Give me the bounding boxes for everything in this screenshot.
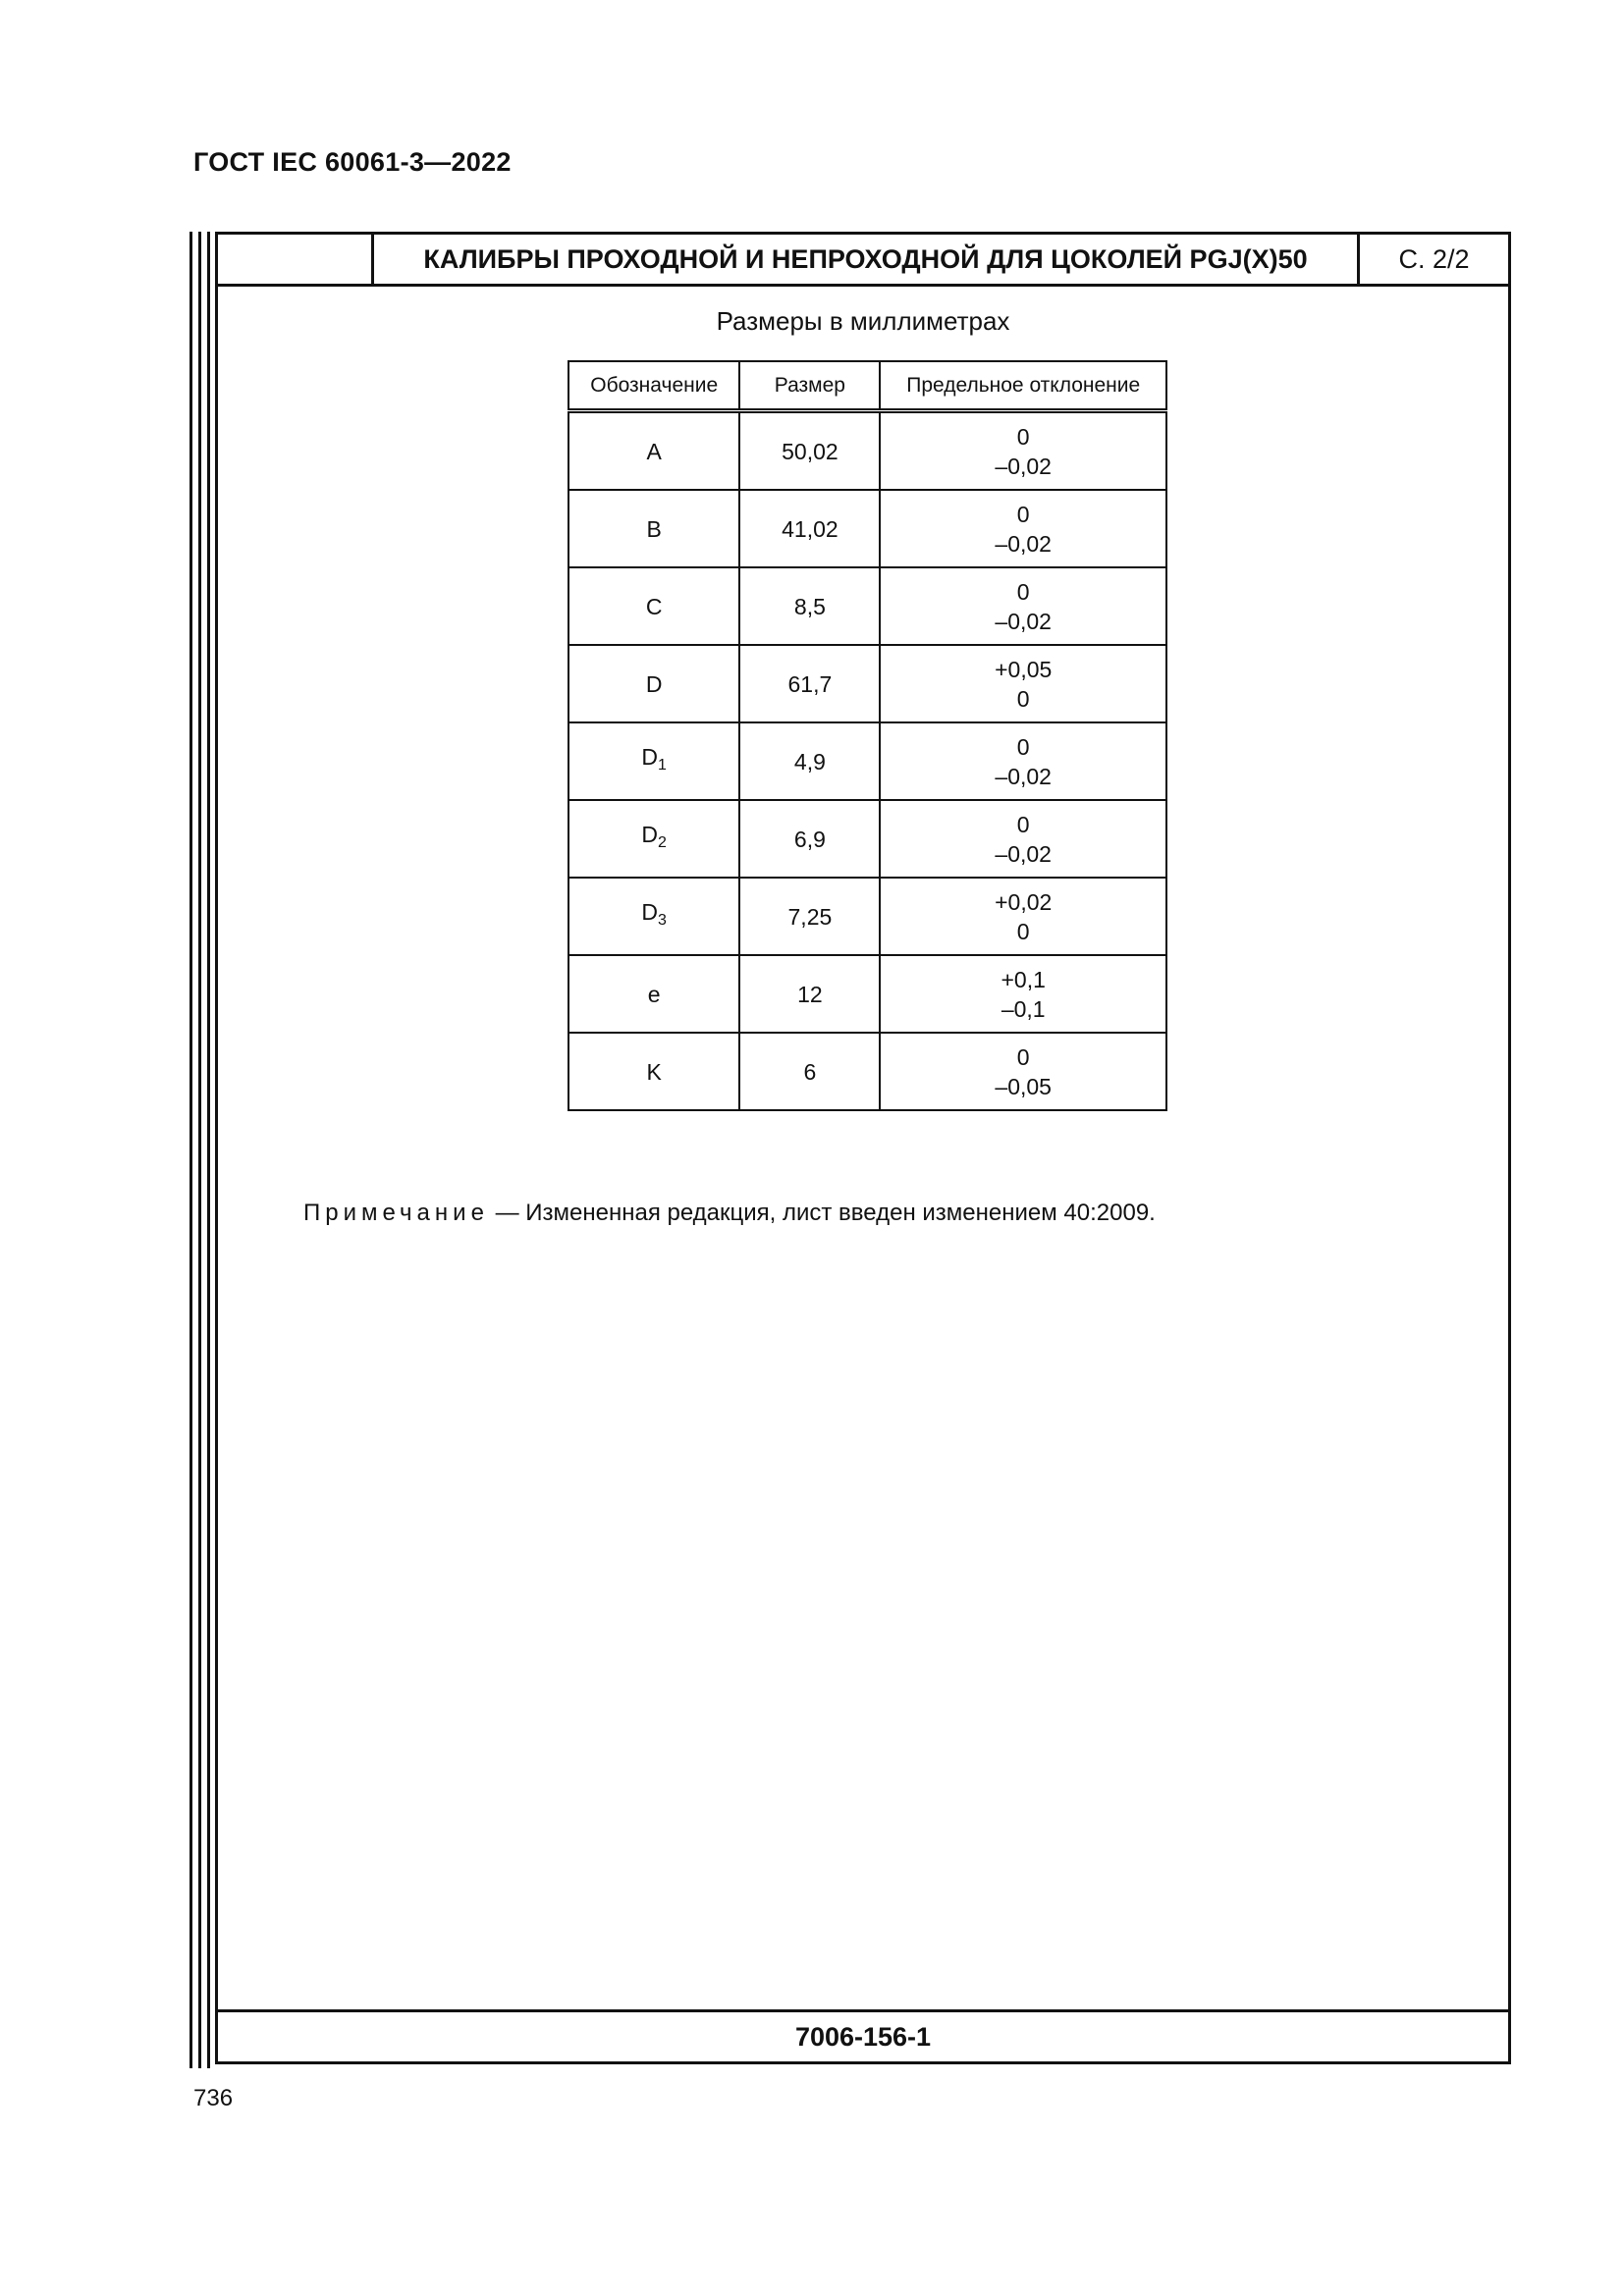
cell-symbol bbox=[568, 878, 739, 955]
symbol-letter: D bbox=[641, 744, 659, 770]
sheet-code: 7006-156-1 bbox=[218, 2009, 1508, 2061]
tolerance-lower: –0,02 bbox=[995, 608, 1052, 634]
page-number: 736 bbox=[193, 2085, 234, 2111]
symbol-letter: e bbox=[647, 981, 661, 1007]
symbol-letter: B bbox=[646, 515, 662, 542]
dimensions-table bbox=[568, 360, 1167, 1111]
tolerance-upper: +0,1 bbox=[1001, 966, 1046, 992]
column-header-tolerance: Предельное отклонение bbox=[880, 361, 1166, 411]
tolerance-lower: –0,05 bbox=[995, 1073, 1052, 1099]
margin-rule bbox=[198, 232, 201, 2068]
cell-tolerance bbox=[880, 490, 1166, 567]
tolerance-lower: –0,02 bbox=[995, 840, 1052, 867]
table-header-row bbox=[568, 361, 1166, 411]
tolerance-upper: 0 bbox=[1016, 501, 1030, 527]
cell-size: 6 bbox=[739, 1033, 880, 1110]
cell-tolerance bbox=[880, 567, 1166, 645]
margin-rule bbox=[189, 232, 192, 2068]
cell-size: 4,9 bbox=[739, 722, 880, 800]
symbol-subscript: 1 bbox=[658, 757, 667, 774]
cell-size: 61,7 bbox=[739, 645, 880, 722]
symbol-letter: D bbox=[641, 899, 659, 925]
cell-size: 50,02 bbox=[739, 411, 880, 491]
document-header: ГОСТ IEC 60061-3—2022 bbox=[193, 147, 512, 177]
cell-symbol bbox=[568, 955, 739, 1033]
note bbox=[303, 1200, 1156, 1227]
tolerance-lower: –0,02 bbox=[995, 763, 1052, 789]
cell-size: 12 bbox=[739, 955, 880, 1033]
table-row bbox=[568, 645, 1166, 722]
table-row bbox=[568, 567, 1166, 645]
symbol-letter: K bbox=[646, 1058, 662, 1085]
tolerance-lower: 0 bbox=[1016, 685, 1030, 712]
note-label: Примечание bbox=[303, 1200, 489, 1226]
cell-size: 6,9 bbox=[739, 800, 880, 878]
table-row bbox=[568, 878, 1166, 955]
cell-symbol bbox=[568, 645, 739, 722]
symbol-subscript: 2 bbox=[658, 834, 667, 851]
cell-tolerance bbox=[880, 955, 1166, 1033]
units-caption: Размеры в миллиметрах bbox=[716, 306, 1010, 336]
tolerance-lower: –0,1 bbox=[1001, 995, 1046, 1022]
table-row bbox=[568, 411, 1166, 491]
cell-symbol bbox=[568, 800, 739, 878]
column-header-symbol: Обозначение bbox=[568, 361, 739, 411]
tolerance-lower: –0,02 bbox=[995, 530, 1052, 557]
table-row bbox=[568, 722, 1166, 800]
cell-tolerance bbox=[880, 722, 1166, 800]
cell-symbol bbox=[568, 567, 739, 645]
note-text: — Измененная редакция, лист введен изменением 40:2009. bbox=[488, 1200, 1156, 1226]
cell-tolerance bbox=[880, 878, 1166, 955]
cell-symbol bbox=[568, 1033, 739, 1110]
sheet-title: КАЛИБРЫ ПРОХОДНОЙ И НЕПРОХОДНОЙ ДЛЯ ЦОКОЛЕЙ PGJ(X)50 bbox=[374, 235, 1360, 284]
cell-size: 41,02 bbox=[739, 490, 880, 567]
cell-tolerance bbox=[880, 1033, 1166, 1110]
cell-tolerance bbox=[880, 411, 1166, 491]
table-row bbox=[568, 490, 1166, 567]
symbol-letter: D bbox=[641, 822, 659, 847]
cell-symbol bbox=[568, 411, 739, 491]
symbol-subscript: 3 bbox=[658, 912, 667, 929]
symbol-letter: A bbox=[646, 438, 662, 464]
cell-size: 7,25 bbox=[739, 878, 880, 955]
tolerance-lower: 0 bbox=[1016, 918, 1030, 944]
title-row bbox=[218, 235, 1508, 287]
tolerance-lower: –0,02 bbox=[995, 453, 1052, 479]
cell-tolerance bbox=[880, 800, 1166, 878]
table-row bbox=[568, 800, 1166, 878]
table-row bbox=[568, 1033, 1166, 1110]
cell-symbol bbox=[568, 490, 739, 567]
column-header-size: Размер bbox=[739, 361, 880, 411]
symbol-letter: C bbox=[645, 593, 663, 619]
cell-tolerance bbox=[880, 645, 1166, 722]
tolerance-upper: +0,05 bbox=[995, 656, 1053, 682]
table-row bbox=[568, 955, 1166, 1033]
sheet-page-ref: С. 2/2 bbox=[1398, 243, 1470, 274]
tolerance-upper: 0 bbox=[1016, 811, 1030, 837]
tolerance-upper: 0 bbox=[1016, 578, 1030, 605]
table-body bbox=[568, 411, 1166, 1111]
tolerance-upper: 0 bbox=[1016, 1043, 1030, 1070]
sheet-frame bbox=[215, 232, 1511, 2064]
tolerance-upper: 0 bbox=[1016, 733, 1030, 760]
cell-symbol bbox=[568, 722, 739, 800]
cell-size: 8,5 bbox=[739, 567, 880, 645]
tolerance-upper: +0,02 bbox=[995, 888, 1053, 915]
margin-rule bbox=[207, 232, 210, 2068]
title-empty-cell bbox=[218, 235, 374, 284]
tolerance-upper: 0 bbox=[1016, 423, 1030, 450]
symbol-letter: D bbox=[645, 670, 663, 697]
